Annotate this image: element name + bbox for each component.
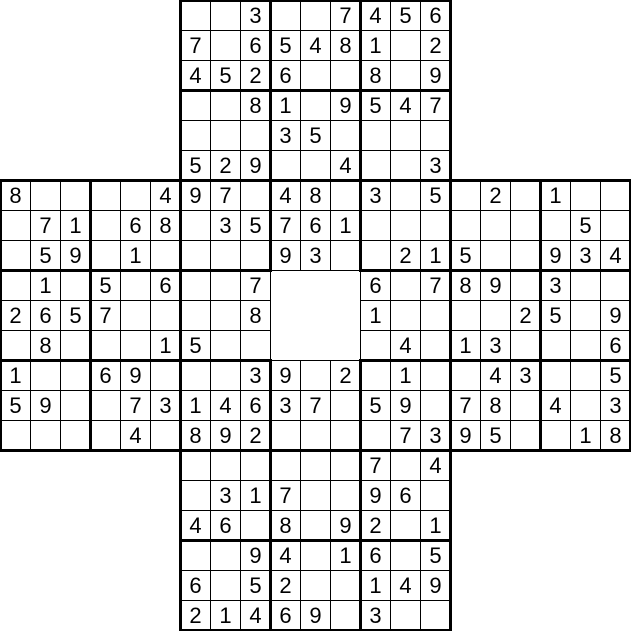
sudoku-cell-given[interactable]: 9 <box>30 390 61 421</box>
sudoku-cell-given[interactable]: 7 <box>360 450 391 481</box>
sudoku-cell-given[interactable]: 5 <box>390 0 421 31</box>
sudoku-cell-given[interactable]: 5 <box>270 30 301 61</box>
sudoku-cell-empty[interactable] <box>330 180 361 211</box>
sudoku-cell-empty[interactable] <box>450 180 481 211</box>
sudoku-cell-empty[interactable] <box>600 180 631 211</box>
sudoku-cell-empty[interactable] <box>270 0 301 31</box>
sudoku-cell-given[interactable]: 5 <box>240 210 271 241</box>
sudoku-cell-given[interactable]: 3 <box>240 0 271 31</box>
sudoku-cell-empty[interactable] <box>450 210 481 241</box>
sudoku-cell-empty[interactable] <box>150 420 181 451</box>
sudoku-cell-empty[interactable] <box>330 570 361 601</box>
sudoku-cell-given[interactable]: 2 <box>240 60 271 91</box>
sudoku-cell-empty[interactable] <box>330 240 361 271</box>
sudoku-cell-given[interactable]: 7 <box>450 390 481 421</box>
sudoku-cell-given[interactable]: 7 <box>270 210 301 241</box>
sudoku-cell-empty[interactable] <box>210 330 241 361</box>
sudoku-cell-given[interactable]: 3 <box>210 480 241 511</box>
sudoku-cell-given[interactable]: 1 <box>180 390 211 421</box>
sudoku-cell-empty[interactable] <box>210 120 241 151</box>
sudoku-cell-given[interactable]: 1 <box>210 600 241 631</box>
sudoku-cell-empty[interactable] <box>330 390 361 421</box>
sudoku-cell-given[interactable]: 3 <box>240 360 271 391</box>
sudoku-cell-given[interactable]: 5 <box>180 330 211 361</box>
sudoku-cell-given[interactable]: 5 <box>180 150 211 181</box>
sudoku-cell-given[interactable]: 9 <box>480 270 511 301</box>
sudoku-cell-given[interactable]: 7 <box>30 210 61 241</box>
sudoku-cell-given[interactable]: 2 <box>390 240 421 271</box>
sudoku-cell-empty[interactable] <box>300 60 331 91</box>
sudoku-cell-given[interactable]: 3 <box>270 120 301 151</box>
sudoku-cell-empty[interactable] <box>390 210 421 241</box>
sudoku-cell-given[interactable]: 4 <box>330 150 361 181</box>
sudoku-cell-given[interactable]: 1 <box>240 480 271 511</box>
sudoku-cell-given[interactable]: 3 <box>420 420 451 451</box>
sudoku-cell-given[interactable]: 1 <box>330 540 361 571</box>
sudoku-cell-given[interactable]: 5 <box>90 270 121 301</box>
sudoku-cell-given[interactable]: 4 <box>360 0 391 31</box>
sudoku-cell-empty[interactable] <box>150 300 181 331</box>
sudoku-cell-empty[interactable] <box>60 360 91 391</box>
sudoku-cell-empty[interactable] <box>300 150 331 181</box>
sudoku-cell-given[interactable]: 1 <box>30 270 61 301</box>
sudoku-cell-empty[interactable] <box>0 210 31 241</box>
sudoku-cell-empty[interactable] <box>540 360 571 391</box>
sudoku-cell-given[interactable]: 5 <box>480 420 511 451</box>
sudoku-cell-given[interactable]: 9 <box>330 510 361 541</box>
sudoku-cell-given[interactable]: 1 <box>360 570 391 601</box>
sudoku-cell-empty[interactable] <box>390 540 421 571</box>
sudoku-cell-given[interactable]: 8 <box>360 60 391 91</box>
sudoku-cell-given[interactable]: 2 <box>330 360 361 391</box>
sudoku-cell-given[interactable]: 5 <box>300 120 331 151</box>
sudoku-cell-given[interactable]: 9 <box>600 300 631 331</box>
sudoku-cell-given[interactable]: 9 <box>180 180 211 211</box>
sudoku-cell-given[interactable]: 9 <box>270 240 301 271</box>
sudoku-cell-empty[interactable] <box>420 480 451 511</box>
sudoku-cell-given[interactable]: 5 <box>360 90 391 121</box>
sudoku-cell-empty[interactable] <box>300 450 331 481</box>
sudoku-cell-empty[interactable] <box>600 270 631 301</box>
sudoku-cell-given[interactable]: 1 <box>420 510 451 541</box>
sudoku-cell-given[interactable]: 2 <box>180 600 211 631</box>
sudoku-cell-given[interactable]: 5 <box>420 540 451 571</box>
sudoku-cell-given[interactable]: 3 <box>570 240 601 271</box>
sudoku-cell-empty[interactable] <box>360 360 391 391</box>
sudoku-cell-empty[interactable] <box>60 270 91 301</box>
sudoku-cell-given[interactable]: 5 <box>420 180 451 211</box>
sudoku-cell-empty[interactable] <box>390 60 421 91</box>
sudoku-cell-empty[interactable] <box>180 480 211 511</box>
sudoku-cell-empty[interactable] <box>420 600 451 631</box>
sudoku-cell-empty[interactable] <box>60 390 91 421</box>
sudoku-cell-empty[interactable] <box>60 180 91 211</box>
sudoku-cell-given[interactable]: 4 <box>390 90 421 121</box>
sudoku-cell-given[interactable]: 5 <box>240 570 271 601</box>
sudoku-cell-empty[interactable] <box>210 540 241 571</box>
sudoku-cell-empty[interactable] <box>360 120 391 151</box>
sudoku-cell-given[interactable]: 7 <box>420 270 451 301</box>
sudoku-cell-given[interactable]: 4 <box>180 510 211 541</box>
sudoku-cell-empty[interactable] <box>510 240 541 271</box>
sudoku-cell-given[interactable]: 5 <box>600 360 631 391</box>
sudoku-cell-given[interactable]: 7 <box>390 420 421 451</box>
sudoku-cell-empty[interactable] <box>450 300 481 331</box>
sudoku-cell-given[interactable]: 2 <box>420 30 451 61</box>
sudoku-cell-empty[interactable] <box>300 540 331 571</box>
sudoku-cell-given[interactable]: 9 <box>60 240 91 271</box>
sudoku-cell-empty[interactable] <box>390 270 421 301</box>
sudoku-cell-given[interactable]: 4 <box>600 240 631 271</box>
sudoku-cell-given[interactable]: 5 <box>450 240 481 271</box>
sudoku-cell-empty[interactable] <box>330 60 361 91</box>
sudoku-cell-given[interactable]: 9 <box>420 570 451 601</box>
sudoku-cell-empty[interactable] <box>300 510 331 541</box>
sudoku-cell-given[interactable]: 1 <box>420 240 451 271</box>
sudoku-cell-empty[interactable] <box>180 0 211 31</box>
sudoku-cell-given[interactable]: 5 <box>540 300 571 331</box>
sudoku-cell-empty[interactable] <box>300 360 331 391</box>
sudoku-cell-empty[interactable] <box>90 210 121 241</box>
sudoku-cell-empty[interactable] <box>120 270 151 301</box>
sudoku-cell-empty[interactable] <box>330 420 361 451</box>
sudoku-cell-given[interactable]: 6 <box>300 210 331 241</box>
sudoku-cell-empty[interactable] <box>510 390 541 421</box>
sudoku-cell-empty[interactable] <box>180 90 211 121</box>
sudoku-cell-empty[interactable] <box>420 390 451 421</box>
sudoku-cell-empty[interactable] <box>150 240 181 271</box>
sudoku-cell-given[interactable]: 4 <box>240 600 271 631</box>
sudoku-cell-given[interactable]: 2 <box>480 180 511 211</box>
sudoku-cell-given[interactable]: 8 <box>240 90 271 121</box>
sudoku-cell-given[interactable]: 9 <box>360 480 391 511</box>
sudoku-cell-given[interactable]: 7 <box>240 270 271 301</box>
sudoku-cell-given[interactable]: 9 <box>300 600 331 631</box>
sudoku-cell-given[interactable]: 7 <box>120 390 151 421</box>
sudoku-cell-given[interactable]: 5 <box>0 390 31 421</box>
sudoku-cell-given[interactable]: 3 <box>300 240 331 271</box>
sudoku-cell-given[interactable]: 8 <box>330 30 361 61</box>
sudoku-cell-empty[interactable] <box>180 240 211 271</box>
sudoku-cell-empty[interactable] <box>30 360 61 391</box>
sudoku-cell-empty[interactable] <box>360 210 391 241</box>
sudoku-cell-empty[interactable] <box>420 300 451 331</box>
sudoku-cell-empty[interactable] <box>330 480 361 511</box>
sudoku-cell-given[interactable]: 9 <box>270 360 301 391</box>
sudoku-cell-given[interactable]: 9 <box>540 240 571 271</box>
sudoku-cell-given[interactable]: 3 <box>510 360 541 391</box>
sudoku-cell-empty[interactable] <box>300 90 331 121</box>
sudoku-cell-empty[interactable] <box>480 300 511 331</box>
sudoku-cell-given[interactable]: 8 <box>150 210 181 241</box>
sudoku-cell-given[interactable]: 2 <box>210 150 241 181</box>
sudoku-cell-empty[interactable] <box>240 330 271 361</box>
sudoku-cell-empty[interactable] <box>0 420 31 451</box>
sudoku-cell-given[interactable]: 4 <box>120 420 151 451</box>
sudoku-cell-empty[interactable] <box>210 300 241 331</box>
sudoku-cell-given[interactable]: 3 <box>600 390 631 421</box>
sudoku-cell-given[interactable]: 1 <box>0 360 31 391</box>
sudoku-cell-given[interactable]: 4 <box>480 360 511 391</box>
sudoku-cell-empty[interactable] <box>360 150 391 181</box>
sudoku-cell-empty[interactable] <box>420 120 451 151</box>
sudoku-cell-empty[interactable] <box>480 210 511 241</box>
sudoku-cell-empty[interactable] <box>60 330 91 361</box>
sudoku-cell-given[interactable]: 3 <box>150 390 181 421</box>
sudoku-cell-empty[interactable] <box>390 450 421 481</box>
sudoku-cell-given[interactable]: 8 <box>600 420 631 451</box>
sudoku-cell-empty[interactable] <box>180 210 211 241</box>
sudoku-cell-empty[interactable] <box>270 420 301 451</box>
sudoku-cell-empty[interactable] <box>390 120 421 151</box>
sudoku-cell-empty[interactable] <box>540 420 571 451</box>
sudoku-cell-empty[interactable] <box>570 270 601 301</box>
sudoku-cell-empty[interactable] <box>180 360 211 391</box>
sudoku-cell-empty[interactable] <box>30 180 61 211</box>
sudoku-cell-empty[interactable] <box>390 30 421 61</box>
sudoku-cell-empty[interactable] <box>540 330 571 361</box>
sudoku-cell-empty[interactable] <box>210 30 241 61</box>
sudoku-cell-given[interactable]: 1 <box>60 210 91 241</box>
sudoku-cell-empty[interactable] <box>180 120 211 151</box>
sudoku-cell-empty[interactable] <box>570 180 601 211</box>
sudoku-cell-given[interactable]: 8 <box>180 420 211 451</box>
sudoku-cell-given[interactable]: 1 <box>270 90 301 121</box>
sudoku-cell-given[interactable]: 5 <box>360 390 391 421</box>
sudoku-cell-given[interactable]: 5 <box>210 60 241 91</box>
sudoku-cell-given[interactable]: 6 <box>90 360 121 391</box>
sudoku-cell-given[interactable]: 3 <box>420 150 451 181</box>
sudoku-cell-empty[interactable] <box>120 300 151 331</box>
sudoku-cell-empty[interactable] <box>390 150 421 181</box>
sudoku-cell-empty[interactable] <box>300 570 331 601</box>
sudoku-cell-empty[interactable] <box>90 330 121 361</box>
sudoku-cell-given[interactable]: 1 <box>150 330 181 361</box>
sudoku-cell-empty[interactable] <box>360 420 391 451</box>
sudoku-cell-empty[interactable] <box>330 450 361 481</box>
sudoku-cell-given[interactable]: 2 <box>240 420 271 451</box>
sudoku-cell-given[interactable]: 7 <box>90 300 121 331</box>
sudoku-cell-empty[interactable] <box>300 480 331 511</box>
sudoku-cell-given[interactable]: 5 <box>30 240 61 271</box>
sudoku-cell-given[interactable]: 9 <box>450 420 481 451</box>
sudoku-cell-given[interactable]: 1 <box>330 210 361 241</box>
sudoku-cell-empty[interactable] <box>180 300 211 331</box>
sudoku-cell-given[interactable]: 4 <box>270 540 301 571</box>
sudoku-cell-given[interactable]: 9 <box>240 150 271 181</box>
sudoku-cell-empty[interactable] <box>510 180 541 211</box>
sudoku-cell-empty[interactable] <box>0 270 31 301</box>
sudoku-cell-given[interactable]: 1 <box>360 30 391 61</box>
sudoku-cell-empty[interactable] <box>240 120 271 151</box>
sudoku-cell-empty[interactable] <box>330 120 361 151</box>
sudoku-cell-empty[interactable] <box>270 450 301 481</box>
sudoku-cell-given[interactable]: 2 <box>0 300 31 331</box>
sudoku-cell-given[interactable]: 9 <box>390 390 421 421</box>
sudoku-cell-given[interactable]: 5 <box>60 300 91 331</box>
sudoku-cell-empty[interactable] <box>90 420 121 451</box>
sudoku-cell-empty[interactable] <box>210 360 241 391</box>
sudoku-cell-given[interactable]: 1 <box>360 300 391 331</box>
sudoku-cell-given[interactable]: 6 <box>420 0 451 31</box>
sudoku-cell-empty[interactable] <box>210 240 241 271</box>
sudoku-cell-given[interactable]: 1 <box>570 420 601 451</box>
sudoku-cell-empty[interactable] <box>420 330 451 361</box>
sudoku-cell-given[interactable]: 4 <box>180 60 211 91</box>
sudoku-cell-empty[interactable] <box>210 270 241 301</box>
sudoku-cell-empty[interactable] <box>210 90 241 121</box>
sudoku-cell-given[interactable]: 2 <box>360 510 391 541</box>
sudoku-cell-empty[interactable] <box>510 270 541 301</box>
sudoku-cell-given[interactable]: 6 <box>360 540 391 571</box>
sudoku-cell-given[interactable]: 8 <box>300 180 331 211</box>
sudoku-cell-given[interactable]: 6 <box>180 570 211 601</box>
sudoku-cell-empty[interactable] <box>210 450 241 481</box>
sudoku-cell-empty[interactable] <box>240 510 271 541</box>
sudoku-cell-empty[interactable] <box>120 330 151 361</box>
sudoku-cell-empty[interactable] <box>510 420 541 451</box>
sudoku-cell-given[interactable]: 7 <box>210 180 241 211</box>
sudoku-cell-given[interactable]: 1 <box>450 330 481 361</box>
sudoku-cell-given[interactable]: 6 <box>150 270 181 301</box>
sudoku-cell-given[interactable]: 6 <box>240 390 271 421</box>
sudoku-cell-given[interactable]: 9 <box>330 90 361 121</box>
sudoku-cell-empty[interactable] <box>360 330 391 361</box>
sudoku-cell-empty[interactable] <box>270 150 301 181</box>
sudoku-cell-given[interactable]: 7 <box>420 90 451 121</box>
sudoku-cell-given[interactable]: 3 <box>540 270 571 301</box>
sudoku-cell-empty[interactable] <box>570 390 601 421</box>
sudoku-cell-empty[interactable] <box>150 360 181 391</box>
sudoku-cell-given[interactable]: 4 <box>300 30 331 61</box>
sudoku-cell-given[interactable]: 6 <box>210 510 241 541</box>
sudoku-cell-given[interactable]: 6 <box>240 30 271 61</box>
sudoku-cell-empty[interactable] <box>120 180 151 211</box>
sudoku-cell-given[interactable]: 6 <box>360 270 391 301</box>
sudoku-cell-empty[interactable] <box>60 420 91 451</box>
sudoku-cell-empty[interactable] <box>210 570 241 601</box>
sudoku-cell-given[interactable]: 4 <box>390 570 421 601</box>
sudoku-cell-empty[interactable] <box>360 240 391 271</box>
sudoku-cell-given[interactable]: 7 <box>330 0 361 31</box>
sudoku-cell-given[interactable]: 1 <box>390 360 421 391</box>
sudoku-cell-empty[interactable] <box>240 450 271 481</box>
sudoku-cell-given[interactable]: 4 <box>270 180 301 211</box>
sudoku-cell-empty[interactable] <box>90 390 121 421</box>
sudoku-cell-given[interactable]: 9 <box>210 420 241 451</box>
sudoku-cell-empty[interactable] <box>390 600 421 631</box>
sudoku-cell-given[interactable]: 3 <box>210 210 241 241</box>
sudoku-cell-empty[interactable] <box>570 330 601 361</box>
sudoku-cell-given[interactable]: 5 <box>570 210 601 241</box>
sudoku-cell-empty[interactable] <box>300 0 331 31</box>
sudoku-cell-empty[interactable] <box>240 240 271 271</box>
sudoku-cell-given[interactable]: 3 <box>360 180 391 211</box>
sudoku-cell-given[interactable]: 4 <box>210 390 241 421</box>
sudoku-cell-given[interactable]: 1 <box>540 180 571 211</box>
sudoku-cell-given[interactable]: 4 <box>420 450 451 481</box>
sudoku-cell-given[interactable]: 4 <box>150 180 181 211</box>
sudoku-cell-given[interactable]: 6 <box>30 300 61 331</box>
sudoku-cell-empty[interactable] <box>420 210 451 241</box>
sudoku-cell-given[interactable]: 9 <box>240 540 271 571</box>
sudoku-cell-given[interactable]: 2 <box>270 570 301 601</box>
sudoku-cell-empty[interactable] <box>390 300 421 331</box>
sudoku-cell-empty[interactable] <box>390 510 421 541</box>
sudoku-cell-given[interactable]: 7 <box>300 390 331 421</box>
sudoku-cell-given[interactable]: 3 <box>270 390 301 421</box>
sudoku-cell-empty[interactable] <box>390 180 421 211</box>
sudoku-cell-given[interactable]: 6 <box>120 210 151 241</box>
sudoku-cell-empty[interactable] <box>480 240 511 271</box>
sudoku-cell-given[interactable]: 6 <box>270 600 301 631</box>
sudoku-cell-empty[interactable] <box>600 210 631 241</box>
sudoku-cell-given[interactable]: 2 <box>510 300 541 331</box>
sudoku-cell-given[interactable]: 7 <box>180 30 211 61</box>
sudoku-cell-given[interactable]: 9 <box>120 360 151 391</box>
sudoku-cell-empty[interactable] <box>180 270 211 301</box>
sudoku-cell-empty[interactable] <box>540 210 571 241</box>
sudoku-cell-given[interactable]: 3 <box>480 330 511 361</box>
sudoku-cell-empty[interactable] <box>330 600 361 631</box>
sudoku-cell-given[interactable]: 1 <box>120 240 151 271</box>
sudoku-cell-given[interactable]: 4 <box>390 330 421 361</box>
sudoku-cell-given[interactable]: 8 <box>270 510 301 541</box>
sudoku-cell-given[interactable]: 6 <box>600 330 631 361</box>
sudoku-cell-given[interactable]: 4 <box>540 390 571 421</box>
sudoku-cell-given[interactable]: 8 <box>0 180 31 211</box>
sudoku-cell-empty[interactable] <box>90 240 121 271</box>
sudoku-cell-given[interactable]: 8 <box>480 390 511 421</box>
sudoku-cell-given[interactable]: 8 <box>30 330 61 361</box>
sudoku-cell-given[interactable]: 3 <box>360 600 391 631</box>
sudoku-cell-given[interactable]: 9 <box>420 60 451 91</box>
sudoku-cell-empty[interactable] <box>570 300 601 331</box>
sudoku-cell-given[interactable]: 8 <box>240 300 271 331</box>
sudoku-cell-empty[interactable] <box>510 210 541 241</box>
sudoku-cell-empty[interactable] <box>180 540 211 571</box>
sudoku-cell-given[interactable]: 6 <box>390 480 421 511</box>
sudoku-cell-empty[interactable] <box>30 420 61 451</box>
sudoku-cell-empty[interactable] <box>450 360 481 391</box>
sudoku-cell-empty[interactable] <box>300 420 331 451</box>
sudoku-cell-given[interactable]: 7 <box>270 480 301 511</box>
sudoku-cell-empty[interactable] <box>0 330 31 361</box>
sudoku-cell-empty[interactable] <box>240 180 271 211</box>
sudoku-cell-empty[interactable] <box>510 330 541 361</box>
sudoku-cell-given[interactable]: 8 <box>450 270 481 301</box>
sudoku-cell-given[interactable]: 6 <box>270 60 301 91</box>
sudoku-cell-empty[interactable] <box>90 180 121 211</box>
sudoku-cell-empty[interactable] <box>420 360 451 391</box>
sudoku-cell-empty[interactable] <box>0 240 31 271</box>
sudoku-cell-empty[interactable] <box>210 0 241 31</box>
sudoku-cell-empty[interactable] <box>180 450 211 481</box>
sudoku-cell-empty[interactable] <box>570 360 601 391</box>
